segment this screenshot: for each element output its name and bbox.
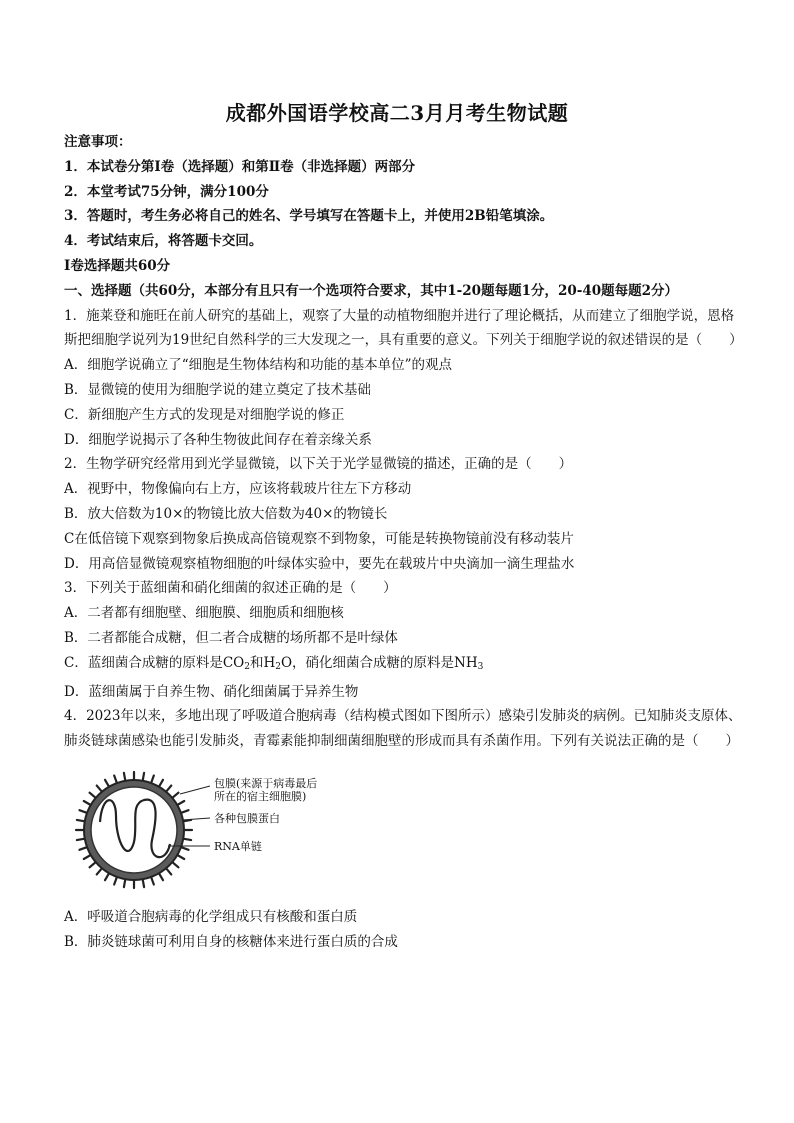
part-heading: Ⅰ卷选择题共60分 [64,257,171,274]
question-1-option-a: A．细胞学说确立了“细胞是生物体结构和功能的基本单位”的观点 [64,357,453,374]
question-3-option-d: D．蓝细菌属于自养生物、硝化细菌属于异养生物 [64,683,359,700]
question-4-option-a: A．呼吸道合胞病毒的化学组成只有核酸和蛋白质 [64,908,358,925]
question-1-option-c: C．新细胞产生方式的发现是对细胞学说的修正 [64,406,345,423]
notice-item: 2．本堂考试75分钟，满分100分 [64,183,269,200]
notice-item: 1．本试卷分第Ⅰ卷（选择题）和第Ⅱ卷（非选择题）两部分 [64,158,416,175]
section-heading: 一、选择题（共60分，本部分有且只有一个选项符合要求，其中1-20题每题1分，20-40题每题2分） [64,282,679,299]
exam-body [64,130,744,955]
question-4-stem: 4．2023年以来，多地出现了呼吸道合胞病毒（结构模式图如下图所示）感染引发肺炎的病例。已知肺炎支原体、肺炎链球菌感染也能引发肺炎，青霉素能抑制细菌细胞壁的形成而具有杀菌作用。下列有关说法正确的是（ ） [64,708,742,750]
question-2-stem: 2．生物学研究经常用到光学显微镜，以下关于光学显微镜的描述，正确的是（ ） [64,456,573,473]
question-3-stem: 3．下列关于蓝细菌和硝化细菌的叙述正确的是（ ） [64,580,397,597]
question-2-option-c: C在低倍镜下观察到物象后换成高倍镜观察不到物象，可能是转换物镜前没有移动装片 [64,530,574,547]
notice-item: 4．考试结束后，将答题卡交回。 [64,233,263,250]
page-title: 成都外国语学校高二3月月考生物试题 [225,101,569,125]
envelope-protein-label: 各种包膜蛋白 [214,811,280,825]
question-2-option-b: B．放大倍数为10×的物镜比放大倍数为40×的物镜长 [64,505,388,522]
question-4-option-b: B．肺炎链球菌可利用自身的核糖体来进行蛋白质的合成 [64,933,398,950]
question-3-option-a: A．二者都有细胞壁、细胞膜、细胞质和细胞核 [64,605,344,622]
rna-label: RNA单链 [214,839,262,853]
question-3-option-b: B．二者都能合成糖，但二者合成糖的场所都不是叶绿体 [64,629,398,646]
notice-item: 3．答题时，考生务必将自己的姓名、学号填写在答题卡上，并使用2B铅笔填涂。 [64,208,554,225]
question-1-option-b: B．显微镜的使用为细胞学说的建立奠定了技术基础 [64,381,371,398]
virus-structure-figure [72,764,402,899]
question-2-option-a: A．视野中，物像偏向右上方，应该将载玻片往左下方移动 [64,481,412,498]
question-3-option-c: C．蓝细菌合成糖的原料是$CO_2$和$H_2O$，硝化细菌合成糖的原料是$NH_3$ [64,654,484,672]
question-2-option-d: D．用高倍显微镜观察植物细胞的叶绿体实验中，要先在载玻片中央滴加一滴生理盐水 [64,555,575,572]
question-1-stem: 1．施莱登和施旺在前人研究的基础上，观察了大量的动植物细胞并进行了理论概括，从而建立了细胞学说，恩格斯把细胞学说列为19世纪自然科学的三大发现之一，具有重要的意义。下列关于细胞学说的叙述错误的是（ ） [64,307,743,349]
notice-heading: 注意事项： [64,134,132,150]
question-1-option-d: D．细胞学说揭示了各种生物彼此间存在着亲缘关系 [64,431,372,448]
envelope-label: 包膜(来源于病毒最后 所在的宿主细胞膜) [214,776,318,803]
